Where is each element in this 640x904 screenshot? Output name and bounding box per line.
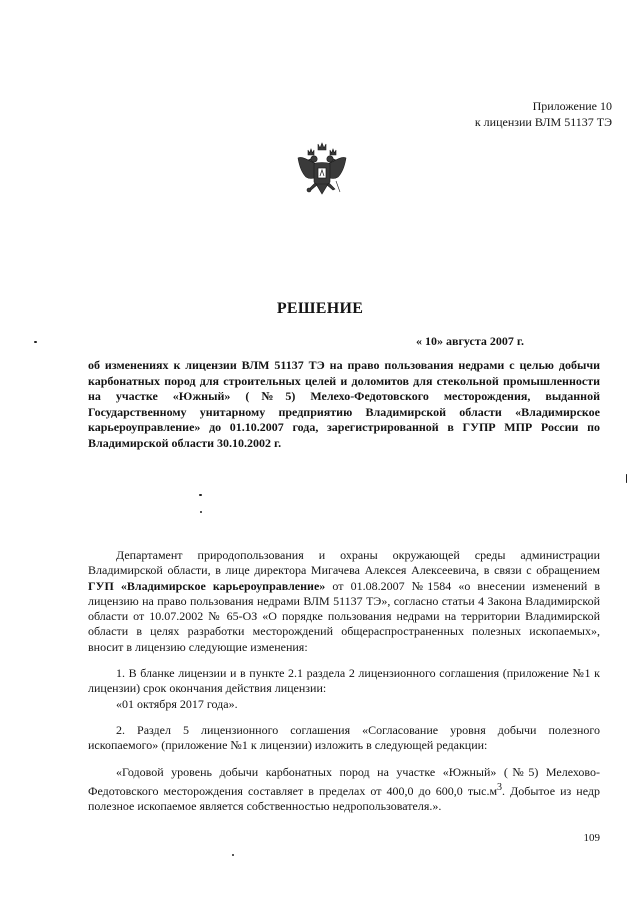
document-date: « 10» августа 2007 г.	[416, 334, 525, 348]
decision-subject: об изменениях к лицензии ВЛМ 51137 ТЭ на право пользования недрами с целью добычи карбонатных пород для строительных целей и доломитов для стекольной промышленности на участке «Южный» (№5) Мелехо-Федотовского месторождения, выданной Государственному унитарному предприятию Владимирской области «Владимирское карьероуправление» до 01.10.2007 года, зарегистрированной в ГУПР МПР России по Владимирской области 30.10.2002 г.	[88, 358, 600, 450]
scan-speck	[626, 474, 627, 483]
intro-text-2: от 01.08.2007 №1584 «о внесении изменений в лицензию на право пользования недрами ВЛМ 51137 ТЭ», согласно статьи 4 Закона Владимирской области от 10.07.2002 № 65-ОЗ «О порядке пользования недрами на территории Владимирской области в целях разработки месторождений общераспространенных полезных ископаемых», вносит в лицензию следующие изменения:	[88, 578, 601, 654]
scan-speck	[200, 511, 202, 513]
quote-text-1: «Годовой уровень добычи карбонатных пород на участке «Южный» (№5) Мелехово-Федотовского месторождения составляет в пределах от 400,0 до 600,0 тыс.м	[88, 764, 600, 798]
appendix-reference	[475, 98, 612, 130]
appendix-line-2: к лицензии ВЛМ 51137 ТЭ	[474, 115, 612, 129]
russian-coat-of-arms-icon	[296, 142, 348, 204]
change-item-1-value: «01 октября 2017 года».	[116, 696, 238, 711]
decision-body	[88, 548, 600, 814]
quoted-section-text	[88, 765, 600, 815]
intro-paragraph	[88, 548, 600, 655]
appendix-line-1: Приложение 10	[532, 99, 612, 113]
scan-speck	[199, 494, 202, 496]
scan-speck	[34, 341, 37, 343]
quote-text-2: . Добытое из недр полезное ископаемое является собственностью недропользователя.».	[88, 783, 600, 814]
intro-text-1: Департамент природопользования и охраны окружающей среды администрации Владимирской области, в лице директора Мигачева Алексея Алексеевича, в связи с обращением	[88, 548, 600, 578]
quote-superscript: 3	[497, 781, 503, 793]
change-item-1: 1. В бланке лицензии и в пункте 2.1 раздела 2 лицензионного соглашения (приложение №1 к лицензии) срок окончания действия лицензии:	[88, 666, 600, 696]
document-title: РЕШЕНИЕ	[276, 300, 364, 317]
intro-organization: ГУП «Владимирское карьероуправление»	[88, 578, 326, 593]
scan-speck	[232, 854, 234, 856]
page-number: 109	[583, 832, 600, 844]
change-item-2: 2. Раздел 5 лицензионного соглашения «Согласование уровня добычи полезного ископаемого» (приложение №1 к лицензии) изложить в следующей редакции:	[88, 722, 600, 753]
